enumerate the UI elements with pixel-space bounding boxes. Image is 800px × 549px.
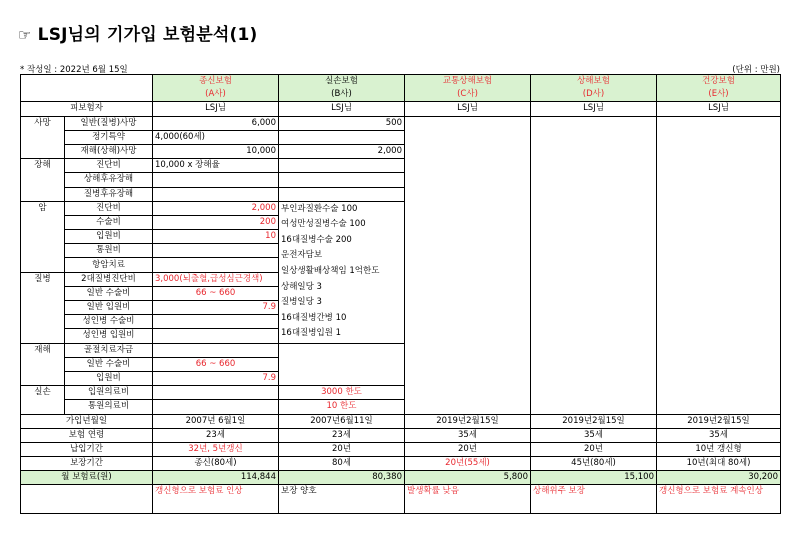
rider-item: 16대질병간병 10 — [281, 312, 347, 323]
row-label: 입원비 — [65, 371, 153, 385]
cell-a: 7.9 — [153, 371, 279, 385]
row-label: 항암치료 — [65, 258, 153, 272]
pay-period-label: 납입기간 — [21, 442, 153, 456]
row-label: 입원비 — [65, 230, 153, 244]
company-d-sub: (D사) — [531, 88, 657, 102]
pay-period-a: 32년, 5년갱신 — [153, 442, 279, 456]
row-label: 정기특약 — [65, 130, 153, 144]
company-c-coverage — [405, 116, 531, 414]
premium-e: 30,200 — [657, 471, 781, 485]
company-a-name: 종신보험 — [153, 75, 279, 89]
cover-period-c: 20년(55세) — [405, 457, 531, 471]
created-date: * 작성일 : 2022년 6월 15일 — [20, 65, 128, 75]
row-label: 통원의료비 — [65, 400, 153, 414]
cell-a: 10,000 x 장해율 — [153, 159, 279, 173]
cell-a: 3,000(뇌출혈,급성심근경색) — [153, 272, 279, 286]
cell-a — [153, 244, 279, 258]
cell-b — [279, 130, 405, 144]
rider-item: 상해일당 3 — [281, 281, 322, 292]
comment-blank — [21, 485, 153, 514]
cover-period-b: 80세 — [279, 457, 405, 471]
cell-b — [279, 343, 405, 386]
row-label: 재해(상해)사망 — [65, 144, 153, 158]
cell-a: 7.9 — [153, 301, 279, 315]
join-age-d: 35세 — [531, 428, 657, 442]
cell-a — [153, 173, 279, 187]
company-a-sub: (A사) — [153, 88, 279, 102]
pay-period-c: 20년 — [405, 442, 531, 456]
row-label: 질병후유장해 — [65, 187, 153, 201]
comment-b: 보장 양호 — [279, 485, 405, 514]
cover-period-a: 종신(80세) — [153, 457, 279, 471]
cell-b — [279, 173, 405, 187]
cell-a: 200 — [153, 215, 279, 229]
row-label: 진단비 — [65, 159, 153, 173]
cell-b: 500 — [279, 116, 405, 130]
page-title — [18, 20, 257, 45]
row-label: 성인병 수술비 — [65, 315, 153, 329]
row-label: 골절치료자금 — [65, 343, 153, 357]
premium-d: 15,100 — [531, 471, 657, 485]
row-label: 통원비 — [65, 244, 153, 258]
category-death: 사망 — [21, 116, 65, 159]
company-d-name: 상해보험 — [531, 75, 657, 89]
insured-e: LSJ님 — [657, 102, 781, 116]
row-label: 일반 수술비 — [65, 357, 153, 371]
row-label: 입원의료비 — [65, 386, 153, 400]
cover-period-label: 보장기간 — [21, 457, 153, 471]
rider-item: 일상생활배상책임 1억한도 — [281, 266, 380, 277]
company-e-coverage — [657, 116, 781, 414]
company-c-sub: (C사) — [405, 88, 531, 102]
comment-d: 상해위주 보장 — [531, 485, 657, 514]
cell-b: 10 한도 — [279, 400, 405, 414]
row-label: 일반 수술비 — [65, 286, 153, 300]
rider-item: 부인과질환수술 100 — [281, 203, 358, 214]
row-label: 수술비 — [65, 215, 153, 229]
cell-b: 3000 한도 — [279, 386, 405, 400]
cell-b — [279, 187, 405, 201]
insured-d: LSJ님 — [531, 102, 657, 116]
rider-item: 질병일당 3 — [281, 297, 322, 308]
join-age-e: 35세 — [657, 428, 781, 442]
cell-a: 10 — [153, 230, 279, 244]
cell-a — [153, 315, 279, 329]
join-age-a: 23세 — [153, 428, 279, 442]
row-label: 상해후유장해 — [65, 173, 153, 187]
insured-label: 피보험자 — [21, 102, 153, 116]
row-label: 진단비 — [65, 201, 153, 215]
category-cancer: 암 — [21, 201, 65, 272]
cell-a — [153, 329, 279, 343]
cell-a — [153, 187, 279, 201]
cell-a: 10,000 — [153, 144, 279, 158]
insured-c: LSJ님 — [405, 102, 531, 116]
cell-a: 66 ~ 660 — [153, 286, 279, 300]
premium-a: 114,844 — [153, 471, 279, 485]
company-b-name: 실손보험 — [279, 75, 405, 89]
rider-item: 16대질병입원 1 — [281, 328, 341, 339]
cover-period-e: 10년(최대 80세) — [657, 457, 781, 471]
rider-item: 16대질병수술 200 — [281, 234, 352, 245]
unit-label: (단위 : 만원) — [732, 65, 780, 75]
company-e-name: 건강보험 — [657, 75, 781, 89]
header-blank — [21, 75, 153, 102]
row-label: 일반 입원비 — [65, 301, 153, 315]
join-date-label: 가입년월일 — [21, 414, 153, 428]
comment-e: 갱신형으로 보험료 계속인상 — [657, 485, 781, 514]
comment-a: 갱신형으로 보험료 인상 — [153, 485, 279, 514]
join-date-c: 2019년2월15일 — [405, 414, 531, 428]
company-e-sub: (E사) — [657, 88, 781, 102]
join-date-b: 2007년6월11일 — [279, 414, 405, 428]
cell-a: 66 ~ 660 — [153, 357, 279, 371]
row-label: 일반(질병)사망 — [65, 116, 153, 130]
premium-c: 5,800 — [405, 471, 531, 485]
premium-b: 80,380 — [279, 471, 405, 485]
cover-period-d: 45년(80세) — [531, 457, 657, 471]
row-label: 2대질병진단비 — [65, 272, 153, 286]
cell-a — [153, 343, 279, 357]
join-age-label: 보험 연령 — [21, 428, 153, 442]
row-label: 성인병 입원비 — [65, 329, 153, 343]
cell-a: 6,000 — [153, 116, 279, 130]
company-d-coverage — [531, 116, 657, 414]
cell-a — [153, 400, 279, 414]
pay-period-e: 10년 갱신형 — [657, 442, 781, 456]
join-date-a: 2007년 6월1일 — [153, 414, 279, 428]
category-disease: 질병 — [21, 272, 65, 343]
cell-a — [153, 386, 279, 400]
cell-a — [153, 258, 279, 272]
pay-period-d: 20년 — [531, 442, 657, 456]
company-b-special-riders — [279, 201, 405, 343]
cell-a: 2,000 — [153, 201, 279, 215]
join-date-e: 2019년2월15일 — [657, 414, 781, 428]
rider-item: 운전자담보 — [281, 250, 323, 261]
company-c-name: 교통상해보험 — [405, 75, 531, 89]
company-b-sub: (B사) — [279, 88, 405, 102]
comment-c: 발생확률 낮음 — [405, 485, 531, 514]
join-age-b: 23세 — [279, 428, 405, 442]
category-actual-loss: 실손 — [21, 386, 65, 414]
category-disability: 장해 — [21, 159, 65, 202]
join-age-c: 35세 — [405, 428, 531, 442]
cell-b: 2,000 — [279, 144, 405, 158]
pay-period-b: 20년 — [279, 442, 405, 456]
premium-label: 월 보험료(원) — [21, 471, 153, 485]
insured-b: LSJ님 — [279, 102, 405, 116]
join-date-d: 2019년2월15일 — [531, 414, 657, 428]
cell-b — [279, 159, 405, 173]
pointing-hand-icon: ☞ — [18, 26, 32, 44]
cell-a: 4,000(60세) — [153, 130, 279, 144]
insurance-analysis-table — [20, 74, 781, 514]
insured-a: LSJ님 — [153, 102, 279, 116]
rider-item: 여성만성질병수술 100 — [281, 219, 366, 230]
category-injury: 재해 — [21, 343, 65, 386]
title-text: LSJ님의 기가입 보험분석(1) — [37, 25, 258, 45]
